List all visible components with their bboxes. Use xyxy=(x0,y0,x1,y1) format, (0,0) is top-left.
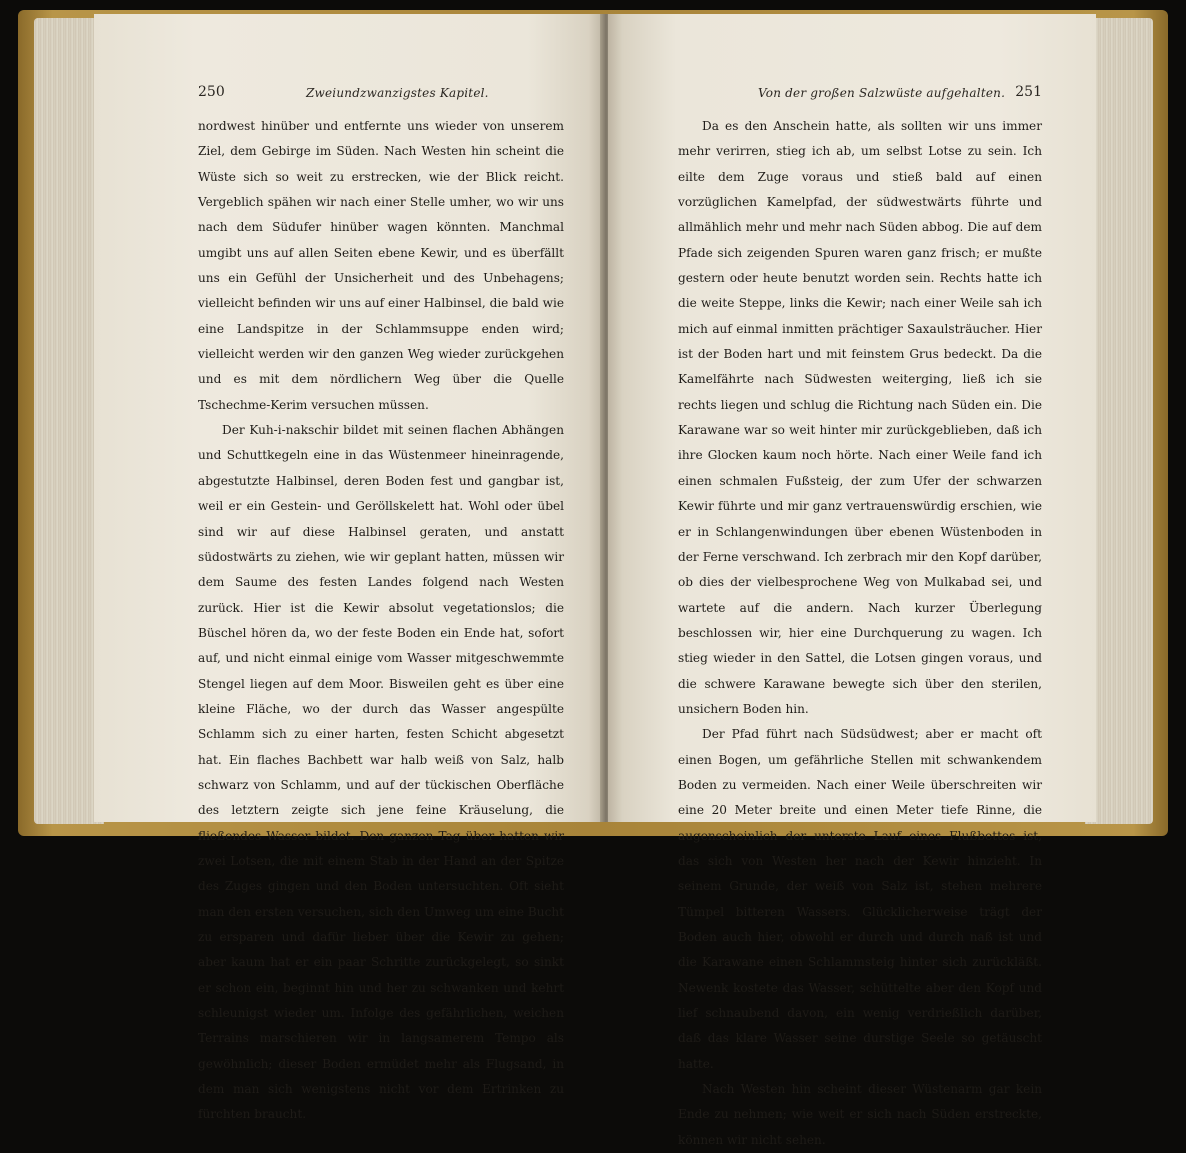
left-page-header xyxy=(198,84,564,106)
paragraph: Der Kuh-i-nakschir bildet mit seinen flachen Abhängen und Schuttkegeln eine in das Wüstenmeer hineinragende, abgestutzte Halbinsel, deren Boden fest und gangbar ist, weil er ein Gestein- und Geröllskelett hat. Wohl oder übel sind wir auf diese Halbinsel geraten, und anstatt südostwärts zu ziehen, wie wir geplant hatten, müssen wir dem Saume des festen Landes folgend nach Westen zurück. Hier ist die Kewir absolut vegetationslos; die Büschel hören da, wo der feste Boden ein Ende hat, sofort auf, und nicht einmal einige vom Wasser mitgeschwemmte Stengel liegen auf dem Moor. Bisweilen geht es über eine kleine Fläche, wo der durch das Wasser angespülte Schlamm sich zu einer harten, festen Schicht abgesetzt hat. Ein flaches Bachbett war halb weiß von Salz, halb schwarz von Schlamm, und auf der tückischen Oberfläche des letztern zeigte sich jene feine Kräuselung, die fließendes Wasser bildet. Den ganzen Tag über hatten wir zwei Lotsen, die mit einem Stab in der Hand an der Spitze des Zuges gingen und den Boden untersuchten. Oft sieht man den ersten versuchen, sich den Umweg um eine Bucht zu ersparen und dafür lieber über die Kewir zu gehen; aber kaum hat er ein paar Schritte zurückgelegt, so sinkt er schon ein, beginnt hin und her zu schwanken und kehrt schleunigst wieder um. Infolge des gefährlichen, weichen Terrains marschieren wir in langsamerem Tempo als gewöhnlich; dieser Boden ermüdet mehr als Flugsand, in dem man sich wenigstens nicht vor dem Ertrinken zu fürchten braucht. xyxy=(198,423,564,1122)
paragraph: Der Pfad führt nach Südsüdwest; aber er macht oft einen Bogen, um gefährliche Stellen mit schwankendem Boden zu vermeiden. Nach einer Weile überschreiten wir eine 20 Meter breite und einen Meter tiefe Rinne, die augenscheinlich der unterste Lauf eines Flußbettes ist, das sich von Westen her nach der Kewir hinzieht. In seinem Grunde, der weiß von Salz ist, stehen mehrere Tümpel bitteren Wassers. Glücklicherweise trägt der Boden auch hier, obwohl er durch und durch naß ist und die Karawane einen Schlammsteig hinter sich zurückläßt. Newenk kostete das Wasser, schüttelte aber den Kopf und lief schnaubend davon, ein wenig verdrießlich darüber, daß das klare Wasser seine durstige Seele so getäuscht hatte. xyxy=(678,727,1042,1071)
right-running-head: Von der großen Salzwüste aufgehalten. xyxy=(758,86,1006,100)
left-page-number: 250 xyxy=(198,84,225,100)
paragraph: Nach Westen hin scheint dieser Wüstenarm gar kein Ende zu nehmen; wie weit er sich nach Süden erstreckte, können wir nicht sehen. xyxy=(678,1082,1042,1147)
left-running-head: Zweiundzwanzigstes Kapitel. xyxy=(306,86,489,100)
right-page xyxy=(608,14,1096,1147)
paragraph: Da es den Anschein hatte, als sollten wir uns immer mehr verirren, stieg ich ab, um selbst Lotse zu sein. Ich eilte dem Zuge voraus und stieß bald auf einen vorzüglichen Kamelpfad, der südwestwärts führte und allmählich mehr und mehr nach Süden abbog. Die auf dem Pfade sich zeigenden Spuren waren ganz frisch; er mußte gestern oder heute benutzt worden sein. Rechts hatte ich die weite Steppe, links die Kewir; nach einer Weile sah ich mich auf einmal inmitten prächtiger Saxaulsträucher. Hier ist der Boden hart und mit feinstem Grus bedeckt. Da die Kamelfährte nach Südwesten weiterging, ließ ich sie rechts liegen und schlug die Richtung nach Süden ein. Die Karawane war so weit hinter mir zurückgeblieben, daß ich ihre Glocken kaum noch hörte. Nach einer Weile fand ich einen schmalen Fußsteig, der zum Ufer der schwarzen Kewir führte und mir ganz vertrauenswürdig erschien, wie er in Schlangenwindungen über ebenen Wüstenboden in der Ferne verschwand. Ich zerbrach mir den Kopf darüber, ob dies der vielbesprochene Weg von Mulkabad sei, und wartete auf die andern. Nach kurzer Überlegung beschlossen wir, hier eine Durchquerung zu wagen. Ich stieg wieder in den Sattel, die Lotsen gingen voraus, und die schwere Karawane bewegte sich über den sterilen, unsichern Boden hin. xyxy=(678,119,1042,716)
right-page-number: 251 xyxy=(1015,84,1042,100)
paragraph: nordwest hinüber und entfernte uns wieder von unserem Ziel, dem Gebirge im Süden. Nach Westen hin scheint die Wüste sich so weit zu erstrecken, wie der Blick reicht. Vergeblich spähen wir nach einer Stelle umher, wo wir uns nach dem Südufer hinüber wagen könnten. Manchmal umgibt uns auf allen Seiten ebene Kewir, und es überfällt uns ein Gefühl der Unsicherheit und des Unbehagens; vielleicht befinden wir uns auf einer Halbinsel, die bald wie eine Landspitze in der Schlammsuppe enden wird; vielleicht werden wir den ganzen Weg wieder zurückgehen und es mit dem nördlichern Weg über die Quelle Tschechme-Kerim versuchen müssen. xyxy=(198,119,564,412)
right-page-body xyxy=(678,114,1042,1153)
left-page-body xyxy=(198,114,564,1128)
left-page xyxy=(94,14,604,1122)
right-page-header xyxy=(678,84,1042,106)
